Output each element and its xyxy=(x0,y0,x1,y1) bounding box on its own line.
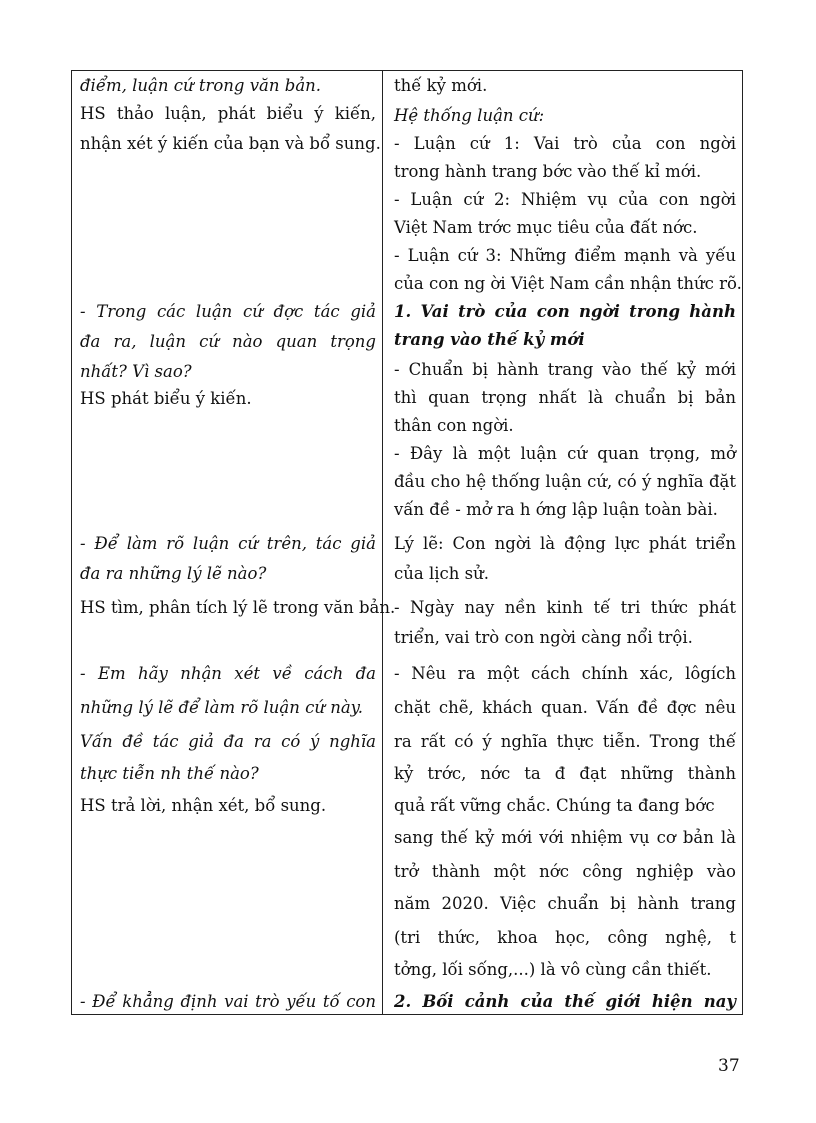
right-text-line: triển, vai trò con ngời càng nổi trội. xyxy=(394,628,693,647)
right-text-line: 2. Bối cảnh của thế giới hiện nay xyxy=(394,992,736,1011)
right-text-line: thân con ngời. xyxy=(394,416,514,435)
right-text-line: vấn đề - mở ra h ớng lập luận toàn bài. xyxy=(394,500,718,519)
right-text-line: sang thế kỷ mới với nhiệm vụ cơ bản là xyxy=(394,828,736,847)
left-text-line: điểm, luận cứ trong văn bản. xyxy=(80,76,322,95)
left-text-line: Vấn đề tác giả đa ra có ý nghĩa xyxy=(80,732,376,751)
page-number: 37 xyxy=(718,1056,740,1076)
left-text-line: HS trả lời, nhận xét, bổ sung. xyxy=(80,796,327,815)
right-text-line: - Luận cứ 2: Nhiệm vụ của con ngời xyxy=(394,190,736,209)
right-text-line: - Luận cứ 3: Những điểm mạnh và yếu xyxy=(394,246,736,265)
left-text-line: - Để khẳng định vai trò yếu tố con xyxy=(80,992,376,1011)
left-text-line: HS phát biểu ý kiến. xyxy=(80,389,252,408)
right-text-line: của con ng ời Việt Nam cần nhận thức rõ. xyxy=(394,274,742,293)
right-text-line: - Ngày nay nền kinh tế tri thức phát xyxy=(394,598,736,617)
right-text-line: tởng, lối sống,...) là vô cùng cần thiết. xyxy=(394,960,712,979)
left-text-line: - Trong các luận cứ đợc tác giả xyxy=(80,302,376,321)
right-text-line: trở thành một nớc công nghiệp vào xyxy=(394,862,736,881)
right-text-line: - Đây là một luận cứ quan trọng, mở xyxy=(394,444,736,463)
right-text-line: kỷ trớc, nớc ta đ đạt những thành xyxy=(394,764,736,783)
left-text-line: những lý lẽ để làm rõ luận cứ này. xyxy=(80,698,364,717)
left-text-line: đa ra, luận cứ nào quan trọng xyxy=(80,332,376,351)
left-text-line: nhất? Vì sao? xyxy=(80,362,192,381)
content-table xyxy=(71,70,743,1015)
right-text-line: quả rất vững chắc. Chúng ta đang bớc xyxy=(394,796,715,815)
right-text-line: (tri thức, khoa học, công nghệ, t xyxy=(394,928,736,947)
right-text-line: - Nêu ra một cách chính xác, lôgích xyxy=(394,664,736,683)
column-divider xyxy=(382,71,383,1014)
right-text-line: trong hành trang bớc vào thế kỉ mới. xyxy=(394,162,702,181)
left-text-line: nhận xét ý kiến của bạn và bổ sung. xyxy=(80,134,381,153)
right-text-line: của lịch sử. xyxy=(394,564,489,583)
left-text-line: thực tiễn nh thế nào? xyxy=(80,764,259,783)
right-text-line: chặt chẽ, khách quan. Vấn đề đợc nêu xyxy=(394,698,736,717)
right-text-line: trang vào thế kỷ mới xyxy=(394,330,585,349)
left-text-line: HS thảo luận, phát biểu ý kiến, xyxy=(80,104,376,123)
right-text-line: Việt Nam trớc mục tiêu của đất nớc. xyxy=(394,218,698,237)
left-text-line: - Em hãy nhận xét về cách đa xyxy=(80,664,376,683)
left-text-line: - Để làm rõ luận cứ trên, tác giả xyxy=(80,534,376,553)
right-text-line: ra rất có ý nghĩa thực tiễn. Trong thế xyxy=(394,732,736,751)
right-text-line: năm 2020. Việc chuẩn bị hành trang xyxy=(394,894,736,913)
right-text-line: Hệ thống luận cứ: xyxy=(394,106,545,125)
right-text-line: - Luận cứ 1: Vai trò của con ngời xyxy=(394,134,736,153)
right-text-line: thế kỷ mới. xyxy=(394,76,488,95)
left-text-line: đa ra những lý lẽ nào? xyxy=(80,564,267,583)
right-text-line: Lý lẽ: Con ngời là động lực phát triển xyxy=(394,534,736,553)
right-text-line: 1. Vai trò của con ngời trong hành xyxy=(394,302,736,321)
left-text-line: HS tìm, phân tích lý lẽ trong văn bản. xyxy=(80,598,396,617)
right-text-line: thì quan trọng nhất là chuẩn bị bản xyxy=(394,388,736,407)
right-text-line: đầu cho hệ thống luận cứ, có ý nghĩa đặt xyxy=(394,472,736,491)
right-text-line: - Chuẩn bị hành trang vào thế kỷ mới xyxy=(394,360,736,379)
